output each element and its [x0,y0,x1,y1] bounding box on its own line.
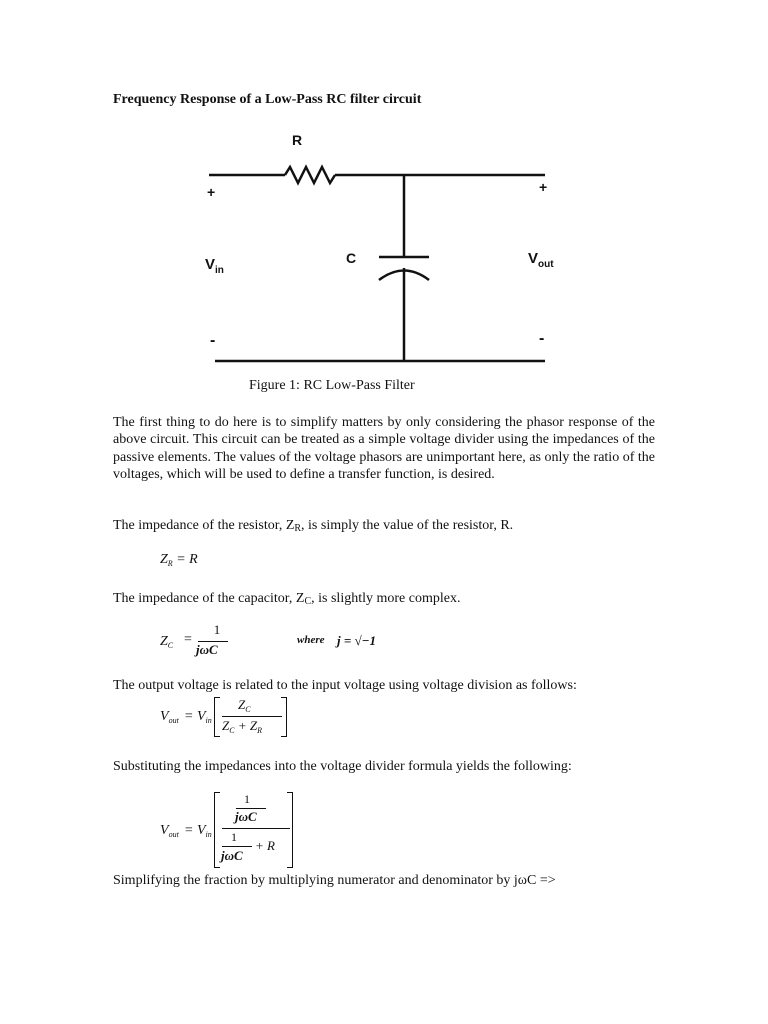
vout-label: $V_{out}$ [528,250,554,270]
page-title: Frequency Response of a Low-Pass RC filter circuit [113,92,422,107]
rc-circuit-diagram [195,125,575,370]
capacitor-impedance-text: The impedance of the capacitor, ZC, is slightly more complex. [113,591,461,607]
vout-plus: + [539,179,548,195]
equation-zr: $Z_R = R$ [160,552,198,568]
vout-minus: - [539,330,545,347]
resistor-impedance-text: The impedance of the resistor, ZR, is simply the value of the resistor, R. [113,518,514,534]
capacitor-label: C [346,250,357,266]
output-voltage-text: The output voltage is related to the input voltage using voltage division as follows: [113,678,577,693]
figure-caption: Figure 1: RC Low-Pass Filter [249,378,415,393]
simplify-text: Simplifying the fraction by multiplying numerator and denominator by jωC => [113,873,556,888]
equation-vout-divider: $V_{out}$ = $V_{in}$ $Z_C$ $Z_C + Z_R$ [160,695,300,739]
resistor-symbol [285,167,335,183]
equation-zc: $Z_C$ = 1 jωC where j = √−1 [160,622,377,657]
resistor-label: R [292,132,303,148]
equation-vout-substituted: $V_{out}$ = $V_{in}$ 1 jωC 1 jωC + R [160,790,300,870]
substitution-text: Substituting the impedances into the voltage divider formula yields the following: [113,759,572,774]
vin-plus: + [207,184,216,200]
vin-minus: - [210,332,216,349]
vin-label: $V_{in}$ [205,256,224,276]
intro-paragraph: The first thing to do here is to simplify matters by only considering the phasor response of the above circuit. This circuit can be treated as a simple voltage divider using the impedances of the passive elements. The values of the voltage phasors are unimportant here, as only the ratio of the voltages, which will be used to define a transfer function, is desired. [113,415,655,483]
